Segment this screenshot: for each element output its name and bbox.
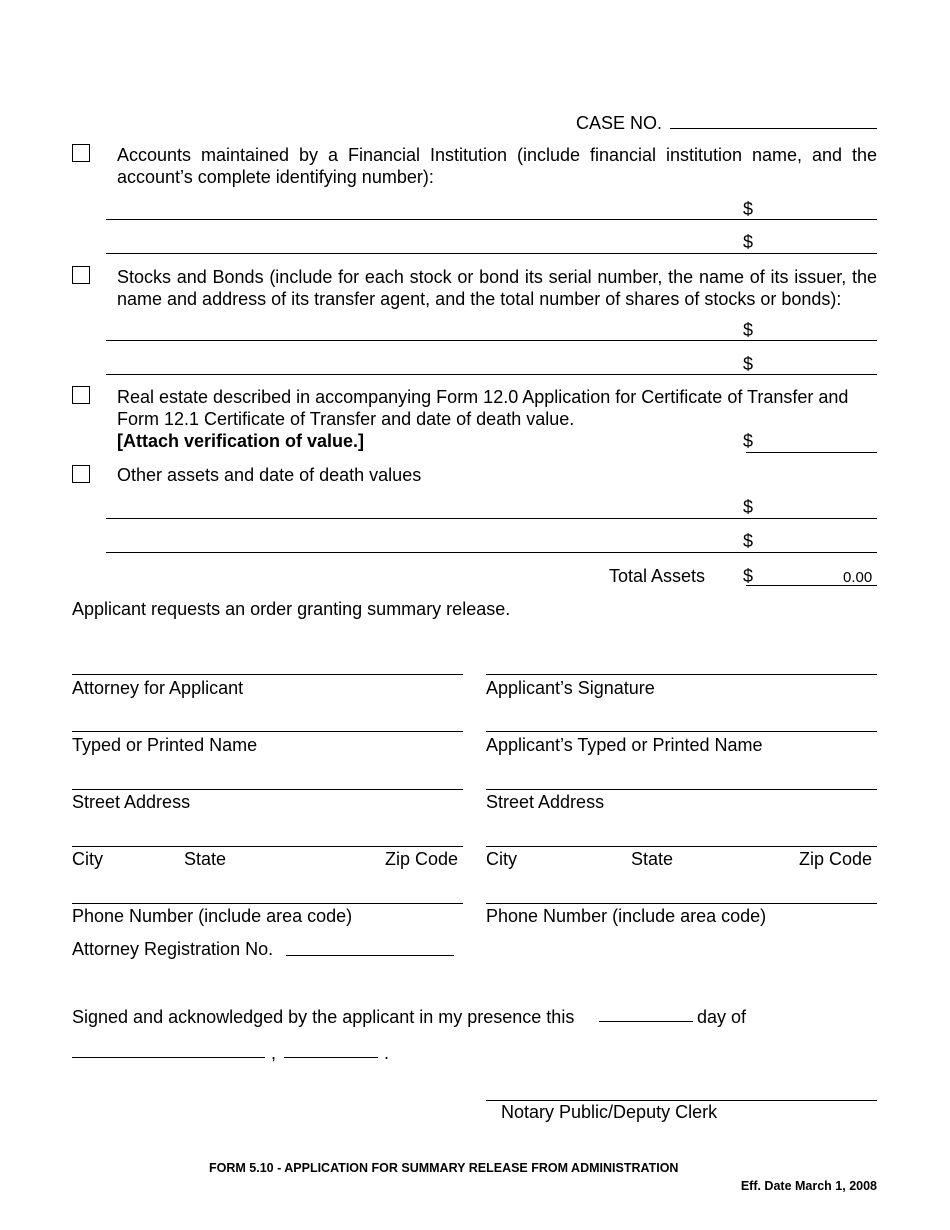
attorney-registration-label: Attorney Registration No. xyxy=(72,939,274,959)
acknowledgment-month-field[interactable] xyxy=(72,1057,265,1058)
stocks-checkbox[interactable] xyxy=(72,266,90,284)
attorney-typed-name-label: Typed or Printed Name xyxy=(72,735,258,755)
request-text: Applicant requests an order granting summary release. xyxy=(72,599,511,619)
attorney-signature-line[interactable] xyxy=(72,674,463,675)
stocks-description: Stocks and Bonds (include for each stock or bond its serial number, the name of its issuer, the name and address of its transfer agent, and the total number of shares of stocks or bonds): xyxy=(117,267,877,309)
dollar-sign: $ xyxy=(743,497,754,517)
applicant-city-label: City xyxy=(486,849,517,869)
real-estate-line-1: Real estate described in accompanying Form 12.0 Application for Certificate of Transfer and xyxy=(117,387,849,407)
attorney-label: Attorney for Applicant xyxy=(72,678,244,698)
applicant-signature-label: Applicant’s Signature xyxy=(486,678,655,698)
accounts-checkbox[interactable] xyxy=(72,144,90,162)
notary-signature-line[interactable] xyxy=(486,1100,877,1101)
applicant-city-line[interactable] xyxy=(486,846,877,847)
attorney-city-line[interactable] xyxy=(72,846,463,847)
dollar-sign: $ xyxy=(743,354,754,374)
case-no-label: CASE NO. xyxy=(576,113,663,133)
attach-verification-note: [Attach verification of value.] xyxy=(117,431,365,451)
total-assets-field[interactable] xyxy=(746,585,877,586)
applicant-state-label: State xyxy=(631,849,674,869)
applicant-street-label: Street Address xyxy=(486,792,605,812)
applicant-signature-line[interactable] xyxy=(486,674,877,675)
form-title: FORM 5.10 - APPLICATION FOR SUMMARY RELEASE FROM ADMINISTRATION xyxy=(209,1161,679,1175)
acknowledgment-comma: , xyxy=(271,1043,277,1063)
dollar-sign: $ xyxy=(743,531,754,551)
stocks-line-1[interactable] xyxy=(106,340,877,341)
other-assets-checkbox[interactable] xyxy=(72,465,90,483)
other-assets-label: Other assets and date of death values xyxy=(117,465,422,485)
case-no-field[interactable] xyxy=(670,128,877,129)
applicant-street-line[interactable] xyxy=(486,789,877,790)
attorney-phone-label: Phone Number (include area code) xyxy=(72,906,353,926)
attorney-city-label: City xyxy=(72,849,103,869)
attorney-phone-line[interactable] xyxy=(72,903,463,904)
dollar-sign: $ xyxy=(743,566,754,586)
total-assets-label: Total Assets xyxy=(609,566,706,586)
attorney-zip-label: Zip Code xyxy=(385,849,459,869)
effective-date: Eff. Date March 1, 2008 xyxy=(740,1179,877,1193)
dollar-sign: $ xyxy=(743,232,754,252)
attorney-street-line[interactable] xyxy=(72,789,463,790)
real-estate-amount-field[interactable] xyxy=(746,452,877,453)
applicant-phone-line[interactable] xyxy=(486,903,877,904)
applicant-zip-label: Zip Code xyxy=(799,849,873,869)
acknowledgment-year-field[interactable] xyxy=(284,1057,378,1058)
real-estate-line-2: Form 12.1 Certificate of Transfer and date of death value. xyxy=(117,409,575,429)
dollar-sign: $ xyxy=(743,431,754,451)
accounts-description: Accounts maintained by a Financial Institution (include financial institution name, and the account’s complete identifying number): xyxy=(117,145,877,187)
accounts-line-2[interactable] xyxy=(106,253,877,254)
applicant-phone-label: Phone Number (include area code) xyxy=(486,906,767,926)
other-assets-line-2[interactable] xyxy=(106,552,877,553)
acknowledgment-period: . xyxy=(384,1043,390,1063)
applicant-name-line[interactable] xyxy=(486,731,877,732)
applicant-typed-name-label: Applicant’s Typed or Printed Name xyxy=(486,735,763,755)
notary-label: Notary Public/Deputy Clerk xyxy=(501,1102,718,1122)
other-assets-line-1[interactable] xyxy=(106,518,877,519)
attorney-street-label: Street Address xyxy=(72,792,191,812)
acknowledgment-day-field[interactable] xyxy=(599,1021,693,1022)
accounts-line-1[interactable] xyxy=(106,219,877,220)
attorney-state-label: State xyxy=(184,849,227,869)
real-estate-checkbox[interactable] xyxy=(72,386,90,404)
dollar-sign: $ xyxy=(743,320,754,340)
attorney-name-line[interactable] xyxy=(72,731,463,732)
total-assets-value: 0.00 xyxy=(843,569,873,586)
acknowledgment-day-of: day of xyxy=(697,1007,747,1027)
stocks-line-2[interactable] xyxy=(106,374,877,375)
attorney-registration-field[interactable] xyxy=(286,955,454,956)
acknowledgment-text: Signed and acknowledged by the applicant in my presence this xyxy=(72,1007,575,1027)
dollar-sign: $ xyxy=(743,199,754,219)
